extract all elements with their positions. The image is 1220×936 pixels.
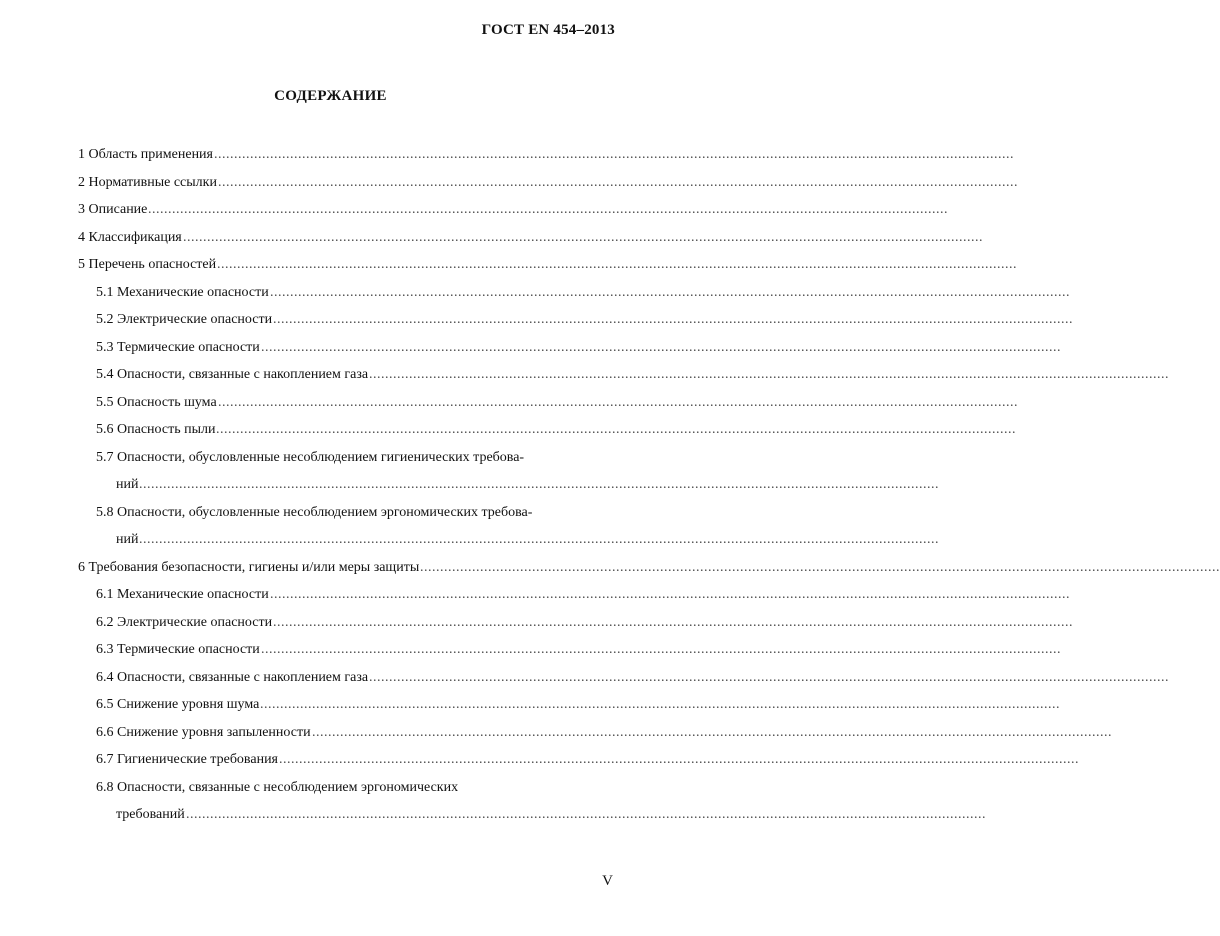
toc-entry-text: 5.1 Механические опасности bbox=[96, 284, 269, 300]
toc-entry-text: ний bbox=[116, 477, 139, 492]
toc-entry bbox=[0, 196, 948, 224]
dot-leader: ........................................................................................................................................................................................................ bbox=[216, 422, 1016, 437]
toc-entry-text: 5.3 Термические опасности bbox=[96, 339, 260, 355]
toc-entry-text: 4 Классификация bbox=[78, 229, 182, 245]
dot-leader: ........................................................................................................................................................................................................ bbox=[261, 339, 1061, 355]
toc-entry-text: 6.4 Опасности, связанные с накоплением газа bbox=[96, 669, 369, 685]
toc-entry-text: 1 Область применения bbox=[78, 147, 213, 162]
toc-entry bbox=[0, 444, 661, 472]
dot-leader: ........................................................................................................................................................................................................ bbox=[261, 642, 1061, 657]
dot-leader: ........................................................................................................................................................................................................ bbox=[273, 614, 1073, 630]
toc-entry bbox=[0, 526, 939, 554]
toc-entry-text: 6.1 Механические опасности bbox=[96, 587, 269, 602]
toc-entry bbox=[0, 389, 1018, 417]
toc-entry bbox=[0, 554, 1220, 582]
toc-entry-text: 5.5 Опасность шума bbox=[96, 394, 217, 410]
table-of-contents bbox=[0, 141, 1220, 829]
dot-leader: ........................................................................................................................................................................................................ bbox=[183, 229, 983, 245]
dot-leader: ........................................................................................................................................................................................................ bbox=[214, 147, 1014, 162]
toc-entry bbox=[0, 664, 1169, 692]
toc-entry-text: 2 Нормативные ссылки bbox=[78, 174, 217, 190]
dot-leader: ........................................................................................................................................................................................................ bbox=[420, 559, 1220, 575]
toc-entry bbox=[0, 251, 1017, 279]
toc-title: СОДЕРЖАНИЕ bbox=[274, 88, 387, 104]
toc-entry bbox=[0, 361, 1169, 389]
toc-entry-text: 6.3 Термические опасности bbox=[96, 642, 260, 657]
toc-entry-text: 6 Требования безопасности, гигиены и/или меры защиты bbox=[78, 559, 420, 575]
toc-entry bbox=[0, 279, 1070, 307]
toc-entry bbox=[0, 499, 661, 527]
dot-leader: ........................................................................................................................................................................................................ bbox=[273, 312, 1073, 327]
dot-leader: ........................................................................................................................................................................................................ bbox=[369, 367, 1169, 382]
page-number: V bbox=[602, 873, 613, 889]
dot-leader: ........................................................................................................................................................................................................ bbox=[279, 752, 1079, 767]
dot-leader: ........................................................................................................................................................................................................ bbox=[139, 477, 939, 492]
toc-entry bbox=[0, 636, 1061, 664]
dot-leader: ........................................................................................................................................................................................................ bbox=[312, 724, 1112, 740]
dot-leader: ........................................................................................................................................................................................................ bbox=[270, 587, 1070, 602]
toc-entry-text: 5.6 Опасность пыли bbox=[96, 422, 216, 437]
toc-entry-text: 6.6 Снижение уровня запыленности bbox=[96, 724, 311, 740]
toc-entry bbox=[0, 581, 1070, 609]
dot-leader: ........................................................................................................................................................................................................ bbox=[218, 394, 1018, 410]
toc-entry bbox=[0, 306, 1073, 334]
dot-leader: ........................................................................................................................................................................................................ bbox=[270, 284, 1070, 300]
toc-entry bbox=[0, 141, 1014, 169]
dot-leader: ........................................................................................................................................................................................................ bbox=[218, 174, 1018, 190]
toc-entry-text: 6.2 Электрические опасности bbox=[96, 614, 273, 630]
toc-entry-text: 5.2 Электрические опасности bbox=[96, 312, 273, 327]
toc-entry bbox=[0, 224, 983, 252]
dot-leader: ........................................................................................................................................................................................................ bbox=[369, 669, 1169, 685]
dot-leader: ........................................................................................................................................................................................................ bbox=[148, 202, 948, 217]
dot-leader: ........................................................................................................................................................................................................ bbox=[260, 697, 1060, 712]
toc-entry-text: 6.5 Снижение уровня шума bbox=[96, 697, 260, 712]
toc-entry-text: ний bbox=[116, 532, 139, 547]
toc-entry bbox=[0, 609, 1073, 637]
toc-entry-text: 6.7 Гигиенические требования bbox=[96, 752, 278, 767]
toc-entry-text: 5.8 Опасности, обусловленные несоблюдением эргономических требова- bbox=[96, 504, 533, 520]
toc-entry bbox=[0, 334, 1061, 362]
toc-entry bbox=[0, 719, 1112, 747]
toc-entry-text: 5.4 Опасности, связанные с накоплением газа bbox=[96, 367, 369, 382]
dot-leader: ........................................................................................................................................................................................................ bbox=[217, 257, 1017, 272]
dot-leader: ........................................................................................................................................................................................................ bbox=[186, 807, 986, 822]
toc-entry bbox=[0, 801, 986, 829]
toc-entry-text: 6.8 Опасности, связанные с несоблюдением эргономических bbox=[96, 779, 459, 795]
dot-leader: ........................................................................................................................................................................................................ bbox=[139, 532, 939, 547]
toc-entry-text: 3 Описание bbox=[78, 202, 148, 217]
toc-entry bbox=[0, 691, 1060, 719]
toc-entry bbox=[0, 746, 1079, 774]
document-code: ГОСТ EN 454–2013 bbox=[481, 22, 615, 38]
toc-entry bbox=[0, 471, 939, 499]
toc-entry bbox=[0, 774, 661, 802]
toc-entry bbox=[0, 169, 1018, 197]
toc-entry-text: 5 Перечень опасностей bbox=[78, 257, 217, 272]
toc-entry-text: 5.7 Опасности, обусловленные несоблюдением гигиенических требова- bbox=[96, 449, 525, 465]
toc-entry bbox=[0, 416, 1016, 444]
toc-entry-text: требований bbox=[116, 807, 185, 822]
